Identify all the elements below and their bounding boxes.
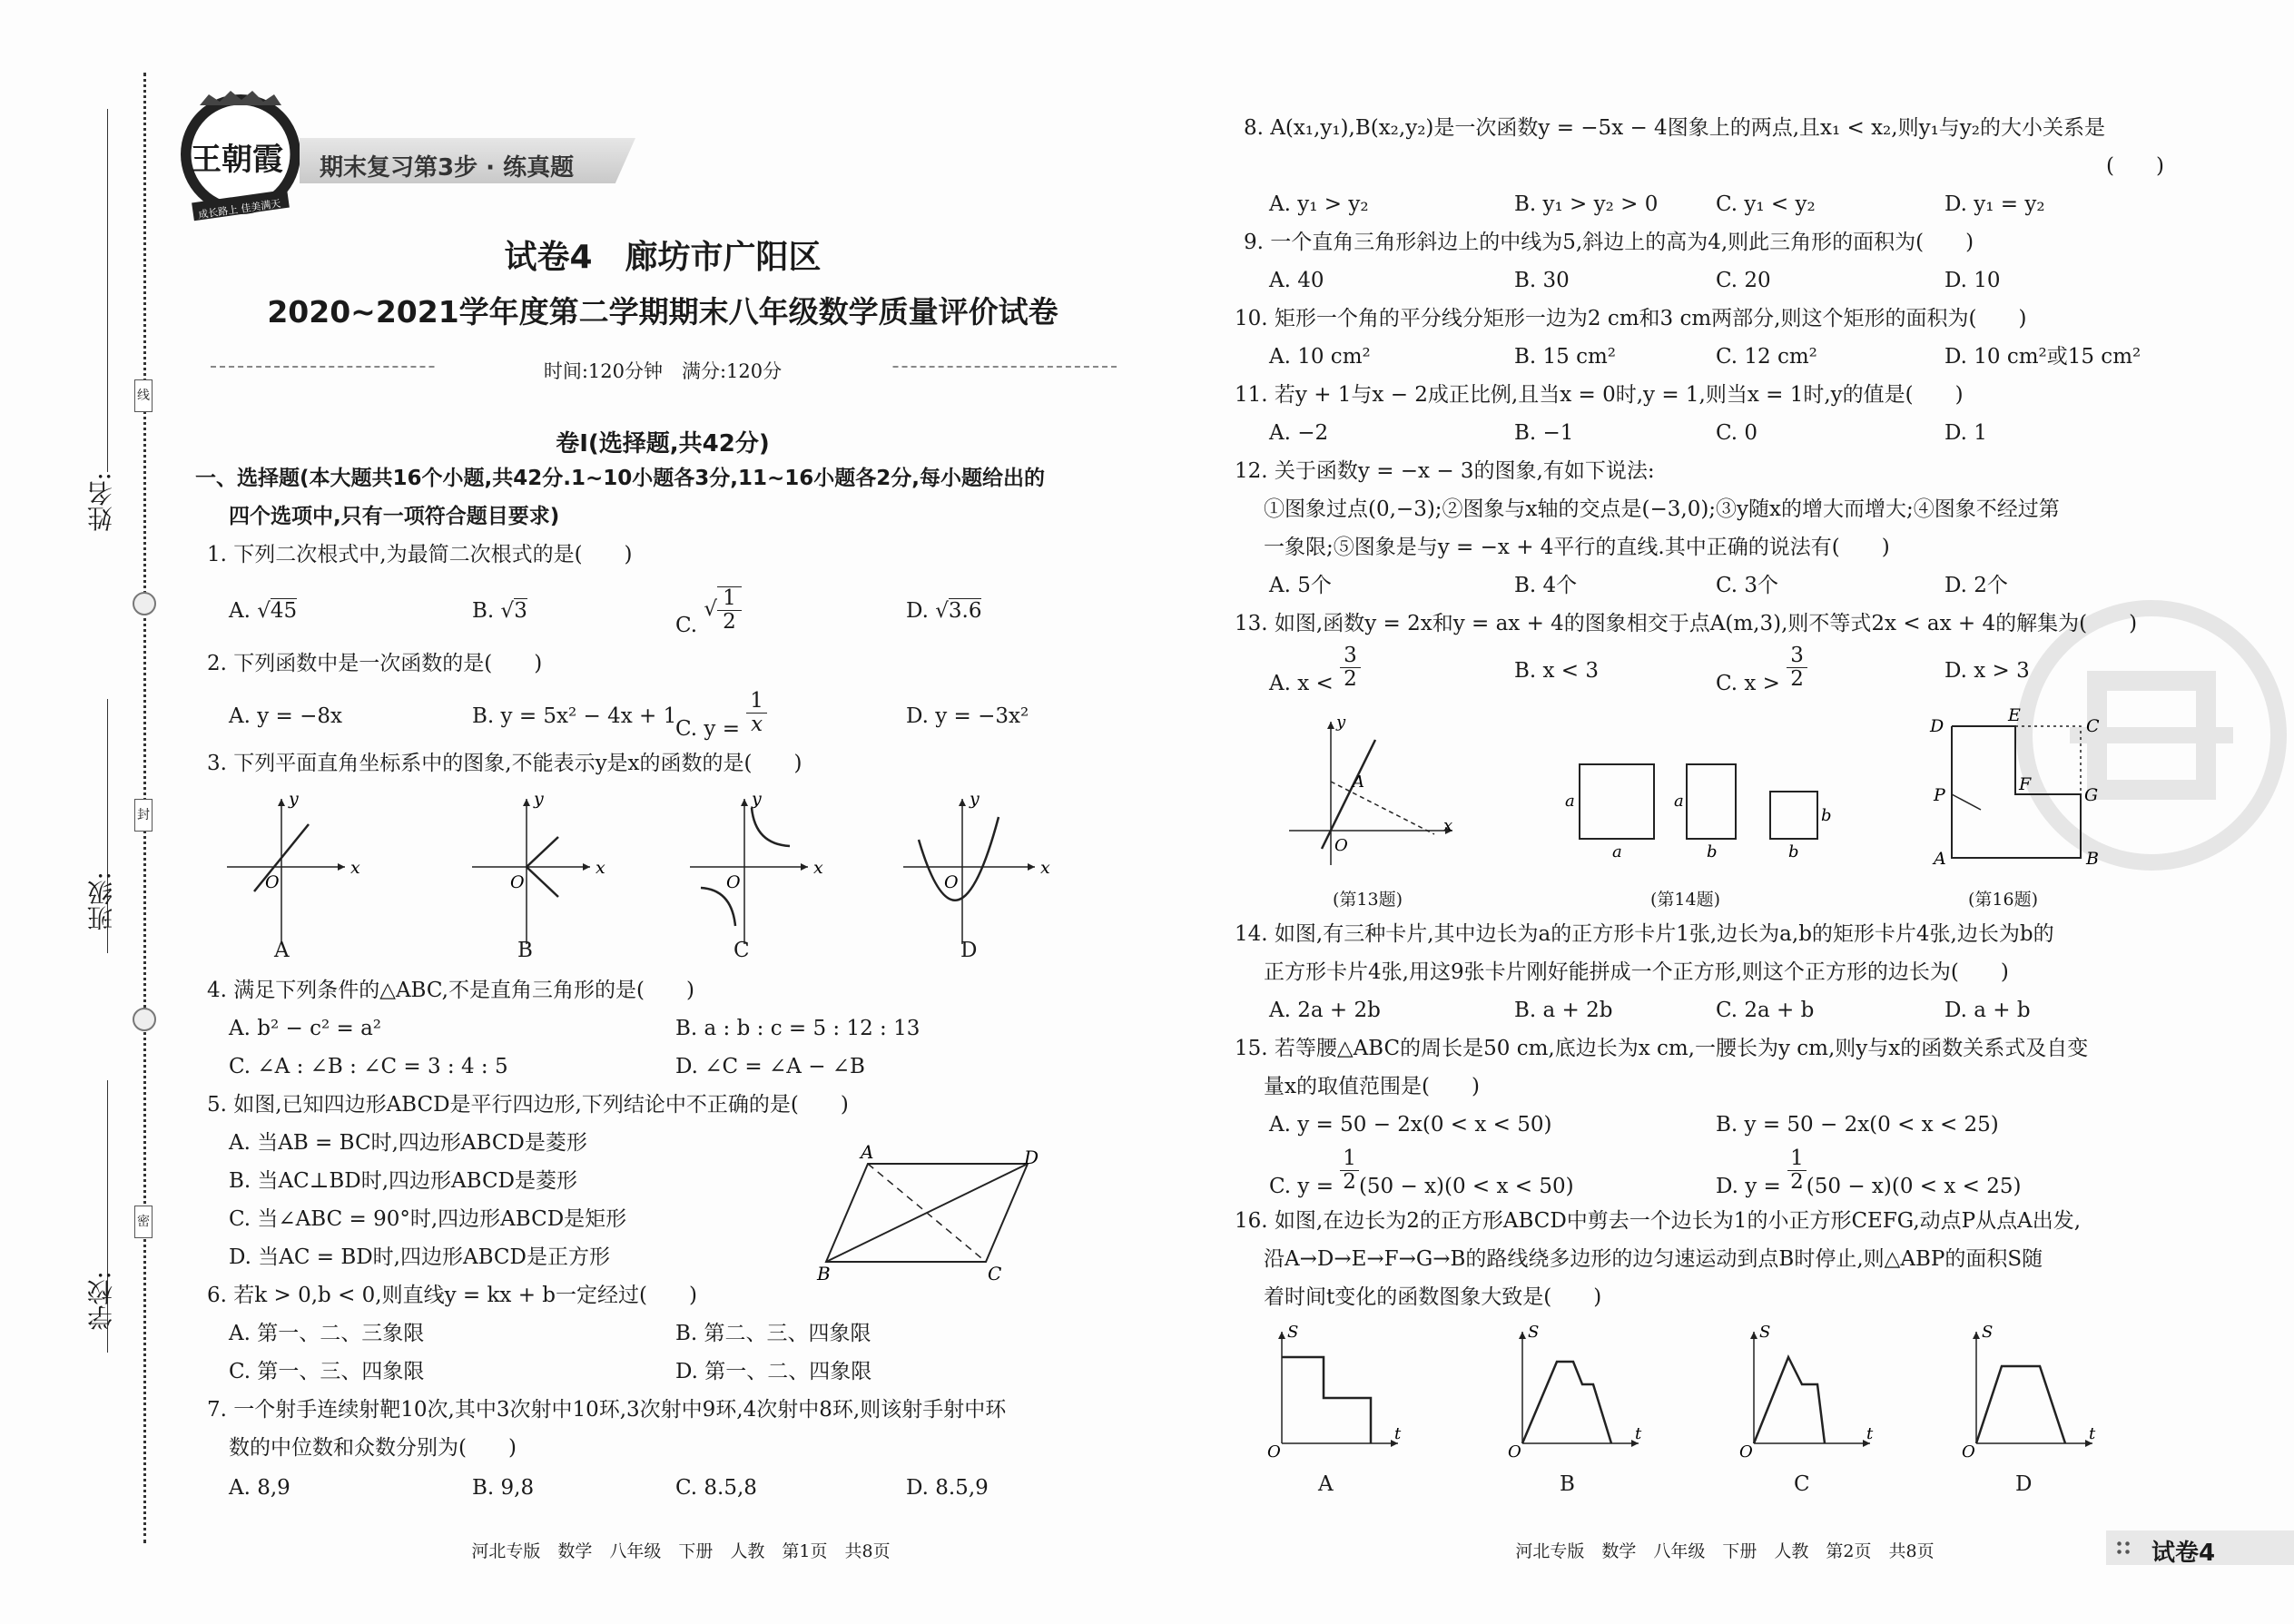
- q16-label-a[interactable]: A: [1318, 1472, 1334, 1496]
- q13-a-label: A. x <: [1269, 671, 1334, 695]
- q1-option-c[interactable]: C. √ $\frac{1}{2}$: [675, 586, 742, 634]
- q3c-y: y: [752, 789, 762, 809]
- q12-option-a[interactable]: A. 5个: [1269, 574, 1332, 597]
- q15-c-label: C. y =: [1269, 1174, 1334, 1198]
- q15-c-num: 1: [1340, 1147, 1359, 1171]
- q12-line-3: 一象限;⑤图象是与y = −x + 4平行的直线.其中正确的说法有( ): [1264, 536, 1890, 559]
- logo-text: 王朝霞: [191, 142, 283, 178]
- q9-option-b[interactable]: B. 30: [1514, 269, 1570, 292]
- q15-option-d[interactable]: [1716, 1147, 2022, 1198]
- seal-feng: 封: [134, 799, 153, 832]
- q5-option-d[interactable]: D. 当AC = BD时,四边形ABCD是正方形: [229, 1245, 610, 1269]
- q16b-o: O: [1508, 1442, 1521, 1462]
- q1-a-label: A.: [229, 599, 251, 623]
- q12-stem: 12. 关于函数y = −x − 3的图象,有如下说法:: [1235, 459, 1655, 483]
- footer-left: 河北专版 数学 八年级 下册 人教 第1页 共8页: [471, 1541, 891, 1561]
- q15-option-b[interactable]: B. y = 50 − 2x(0 < x < 25): [1716, 1113, 1999, 1137]
- q16-lbl-a: A: [1934, 849, 1946, 869]
- q14-figure: [1552, 753, 1843, 862]
- q16-lbl-b: B: [2086, 849, 2099, 869]
- page-title: 试卷4 廊坊市广阳区: [504, 239, 822, 276]
- q2-option-c[interactable]: [675, 689, 767, 741]
- q16-lbl-d: D: [1930, 716, 1944, 736]
- q14-b1: b: [1707, 842, 1718, 861]
- q5-lbl-a: A: [861, 1141, 874, 1163]
- q10-option-b[interactable]: B. 15 cm²: [1514, 345, 1617, 369]
- q16-label-c[interactable]: C: [1794, 1472, 1810, 1496]
- caption-q13: (第13题): [1333, 890, 1403, 910]
- q13-x: x: [1443, 816, 1453, 835]
- caption-q14: (第14题): [1650, 890, 1721, 910]
- q12-option-c[interactable]: C. 3个: [1716, 574, 1779, 597]
- q6-option-b[interactable]: B. 第二、三、四象限: [675, 1322, 871, 1345]
- q16-graph-options: [1262, 1321, 2096, 1475]
- q14-a2: a: [1612, 842, 1622, 861]
- q15-d-den: 2: [1790, 1170, 1804, 1194]
- q16a-s: S: [1287, 1323, 1299, 1342]
- q1-c-den: 2: [723, 610, 736, 634]
- q14-b3: b: [1788, 842, 1799, 861]
- q2-c-label: C. y =: [675, 716, 740, 741]
- q6-option-c[interactable]: C. 第一、三、四象限: [229, 1360, 425, 1383]
- q2-c-den: x: [751, 713, 763, 736]
- q16-graph-d[interactable]: [1962, 1323, 2096, 1462]
- q1-option-d[interactable]: D. √3.6: [906, 599, 982, 623]
- seal-mi: 密: [134, 1206, 153, 1238]
- q8-option-b[interactable]: B. y₁ > y₂ > 0: [1514, 192, 1659, 216]
- q13-stem: 13. 如图,函数y = 2x和y = ax + 4的图象相交于点A(m,3),则不等式2x < ax + 4的解集为( ): [1235, 612, 2138, 635]
- q8-option-a[interactable]: A. y₁ > y₂: [1269, 192, 1369, 216]
- q7-option-d[interactable]: D. 8.5,9: [906, 1476, 989, 1500]
- q16-lbl-f: F: [2019, 774, 2032, 794]
- time-info: 时间:120分钟 满分:120分: [436, 357, 890, 384]
- q4-option-c[interactable]: C. ∠A : ∠B : ∠C = 3 : 4 : 5: [229, 1055, 508, 1078]
- q3-graph-a[interactable]: [227, 789, 360, 944]
- footer-dots-icon: [2115, 1540, 2132, 1556]
- q12-option-d[interactable]: D. 2个: [1944, 574, 2008, 597]
- q3b-o: O: [510, 872, 525, 892]
- q13-option-b[interactable]: B. x < 3: [1514, 659, 1600, 683]
- q4-option-b[interactable]: B. a : b : c = 5 : 12 : 13: [675, 1017, 921, 1040]
- q13-c-label: C. x >: [1716, 671, 1780, 695]
- series-label: 期末复习第3步 · 练真题: [320, 154, 575, 182]
- q8-paren: ( ): [2106, 154, 2164, 178]
- footer-right: 河北专版 数学 八年级 下册 人教 第2页 共8页: [1515, 1541, 1935, 1561]
- q2-option-b[interactable]: B. y = 5x² − 4x + 1: [472, 704, 677, 728]
- q16-graph-c[interactable]: [1739, 1323, 1874, 1462]
- q16-stem-3: 着时间t变化的函数图象大致是( ): [1264, 1285, 1602, 1309]
- q3-label-a[interactable]: A: [274, 939, 290, 962]
- q3-graph-c[interactable]: [690, 789, 823, 944]
- q13-c-num: 3: [1787, 645, 1807, 668]
- q1-option-a[interactable]: A. √45: [229, 599, 298, 623]
- q14-option-a[interactable]: A. 2a + 2b: [1269, 999, 1381, 1022]
- q3-graph-b[interactable]: [472, 789, 605, 944]
- q3-stem: 3. 下列平面直角坐标系中的图象,不能表示y是x的函数的是( ): [207, 752, 802, 775]
- q3-label-c[interactable]: C: [733, 939, 750, 962]
- q13-c-den: 2: [1790, 667, 1804, 691]
- q3d-x: x: [1040, 858, 1050, 878]
- logo-subtext: 成长路上 佳美满天: [197, 197, 282, 221]
- q10-option-d[interactable]: D. 10 cm²或15 cm²: [1944, 345, 2141, 369]
- q15-stem-1: 15. 若等腰△ABC的周长是50 cm,底边长为x cm,一腰长为y cm,则y与x的函数关系式及自变: [1235, 1037, 2089, 1060]
- q15-stem-2: 量x的取值范围是( ): [1264, 1075, 1480, 1098]
- q3a-y: y: [289, 789, 299, 809]
- q1-a-value: 45: [270, 599, 298, 623]
- q16d-o: O: [1962, 1442, 1975, 1462]
- school-label: 学校:: [86, 1271, 116, 1331]
- q13-a-den: 2: [1344, 667, 1357, 691]
- page-subtitle: 2020~2021学年度第二学期期末八年级数学质量评价试卷: [267, 294, 1058, 330]
- q2-stem: 2. 下列函数中是一次函数的是( ): [207, 652, 543, 675]
- q5-lbl-d: D: [1024, 1147, 1039, 1168]
- q1-d-label: D.: [906, 599, 929, 623]
- q3a-x: x: [350, 858, 360, 878]
- q11-option-b[interactable]: B. −1: [1514, 421, 1574, 445]
- q1-b-label: B.: [472, 599, 495, 623]
- q14-a1: a: [1565, 792, 1575, 811]
- q5-parallelogram-figure: [817, 1141, 1053, 1284]
- q16c-s: S: [1759, 1323, 1771, 1342]
- q13-option-d[interactable]: D. x > 3: [1944, 659, 2030, 683]
- q3-label-d[interactable]: D: [960, 939, 978, 962]
- q9-option-a[interactable]: A. 40: [1269, 269, 1324, 292]
- q16-stem-1: 16. 如图,在边长为2的正方形ABCD中剪去一个边长为1的小正方形CEFG,动点P从点A出发,: [1235, 1209, 2082, 1233]
- punch-hole-icon: [133, 1008, 156, 1031]
- footer-tag: 试卷4: [2151, 1540, 2216, 1567]
- instructions-line-2: 四个选项中,只有一项符合题目要求): [229, 505, 560, 528]
- q14-a3: a: [1674, 792, 1684, 811]
- q15-option-a[interactable]: A. y = 50 − 2x(0 < x < 50): [1269, 1113, 1552, 1137]
- q11-option-c[interactable]: C. 0: [1716, 421, 1758, 445]
- q13-figure: [1280, 713, 1462, 867]
- q4-option-d[interactable]: D. ∠C = ∠A − ∠B: [675, 1055, 865, 1078]
- q7-option-a[interactable]: A. 8,9: [229, 1476, 290, 1500]
- q7-option-b[interactable]: B. 9,8: [472, 1476, 535, 1500]
- q16-lbl-e: E: [2008, 705, 2021, 725]
- q12-line-2: ①图象过点(0,−3);②图象与x轴的交点是(−3,0);③y随x的增大而增大;④图象不经过第: [1264, 497, 2060, 521]
- q14-stem-1: 14. 如图,有三种卡片,其中边长为a的正方形卡片1张,边长为a,b的矩形卡片4张,边长为b的: [1235, 922, 2054, 946]
- q16-lbl-c: C: [2086, 716, 2100, 736]
- q3b-y: y: [534, 789, 544, 809]
- q16-label-b[interactable]: B: [1560, 1472, 1575, 1496]
- q15-d-tail: (50 − x)(0 < x < 25): [1806, 1174, 2022, 1198]
- q1-stem: 1. 下列二次根式中,为最简二次根式的是( ): [207, 543, 633, 566]
- q16a-o: O: [1267, 1442, 1281, 1462]
- seal-xian: 线: [134, 379, 153, 412]
- q14-b2: b: [1821, 806, 1832, 825]
- q14-stem-2: 正方形卡片4张,用这9张卡片刚好能拼成一个正方形,则这个正方形的边长为( ): [1264, 960, 2009, 984]
- q1-c-label: C.: [675, 614, 698, 637]
- q1-d-value: 3.6: [948, 599, 982, 623]
- q8-option-c[interactable]: C. y₁ < y₂: [1716, 192, 1816, 216]
- q15-c-tail: (50 − x)(0 < x < 50): [1358, 1174, 1574, 1198]
- q11-stem: 11. 若y + 1与x − 2成正比例,且当x = 0时,y = 1,则当x = 1时,y的值是( ): [1235, 383, 1964, 407]
- q3-graph-d[interactable]: [903, 789, 1050, 944]
- name-label: 姓名:: [86, 472, 116, 532]
- q16-square-figure: [1925, 705, 2106, 871]
- q5-lbl-b: B: [817, 1263, 831, 1284]
- q16c-t: t: [1866, 1424, 1874, 1443]
- q10-option-c[interactable]: C. 12 cm²: [1716, 345, 1817, 369]
- q7-stem-2: 数的中位数和众数分别为( ): [229, 1436, 517, 1460]
- q16d-t: t: [2089, 1424, 2096, 1443]
- q8-stem: 8. A(x₁,y₁),B(x₂,y₂)是一次函数y = −5x − 4图象上的两点,且x₁ < x₂,则y₁与y₂的大小关系是: [1244, 116, 2106, 140]
- q6-option-a[interactable]: A. 第一、二、三象限: [229, 1322, 425, 1345]
- q5-stem: 5. 如图,已知四边形ABCD是平行四边形,下列结论中不正确的是( ): [207, 1093, 849, 1117]
- q5-lbl-c: C: [988, 1263, 1002, 1284]
- q2-option-a[interactable]: A. y = −8x: [229, 704, 342, 728]
- q1-c-num: 1: [717, 587, 742, 611]
- q12-option-b[interactable]: B. 4个: [1514, 574, 1578, 597]
- q15-d-num: 1: [1787, 1147, 1807, 1171]
- q1-b-value: 3: [514, 599, 527, 623]
- q16-graph-b[interactable]: [1508, 1323, 1642, 1462]
- q11-option-a[interactable]: A. −2: [1269, 421, 1329, 445]
- q16b-t: t: [1635, 1424, 1642, 1443]
- q3d-y: y: [970, 789, 980, 809]
- q5-option-b[interactable]: B. 当AC⊥BD时,四边形ABCD是菱形: [229, 1169, 577, 1193]
- q16-graph-a[interactable]: [1267, 1323, 1402, 1462]
- q14-option-c[interactable]: C. 2a + b: [1716, 999, 1815, 1022]
- q15-d-label: D. y =: [1716, 1174, 1781, 1198]
- q4-option-a[interactable]: A. b² − c² = a²: [229, 1017, 381, 1040]
- q8-option-d[interactable]: D. y₁ = y₂: [1944, 192, 2045, 216]
- q14-option-b[interactable]: B. a + 2b: [1514, 999, 1613, 1022]
- q13-y: y: [1336, 713, 1346, 732]
- q15-option-c[interactable]: [1269, 1147, 1574, 1198]
- q3a-o: O: [265, 872, 280, 892]
- q15-c-den: 2: [1343, 1170, 1356, 1194]
- q3c-o: O: [726, 872, 741, 892]
- q16-lbl-p: P: [1934, 785, 1945, 805]
- q6-stem: 6. 若k > 0,b < 0,则直线y = kx + b一定经过( ): [207, 1284, 697, 1307]
- q3-graphs: [218, 790, 1053, 971]
- q3b-x: x: [596, 858, 605, 878]
- q5-option-c[interactable]: C. 当∠ABC = 90°时,四边形ABCD是矩形: [229, 1207, 627, 1231]
- q16b-s: S: [1528, 1323, 1540, 1342]
- q3c-x: x: [813, 858, 823, 878]
- q2-option-d[interactable]: D. y = −3x²: [906, 704, 1029, 728]
- q5-option-a[interactable]: A. 当AB = BC时,四边形ABCD是菱形: [229, 1131, 587, 1155]
- q10-option-a[interactable]: A. 10 cm²: [1269, 345, 1371, 369]
- caption-q16: (第16题): [1968, 890, 2039, 910]
- q14-option-d[interactable]: D. a + b: [1944, 999, 2031, 1022]
- q13-a-num: 3: [1340, 645, 1361, 668]
- q7-stem-1: 7. 一个射手连续射靶10次,其中3次射中10环,3次射中9环,4次射中8环,则该射手射中环: [207, 1398, 1007, 1422]
- q7-option-c[interactable]: C. 8.5,8: [675, 1476, 757, 1500]
- q16a-t: t: [1394, 1424, 1402, 1443]
- q10-stem: 10. 矩形一个角的平分线分矩形一边为2 cm和3 cm两部分,则这个矩形的面积为( ): [1235, 307, 2027, 330]
- q13-option-c[interactable]: [1716, 644, 1807, 695]
- q1-option-b[interactable]: B. √3: [472, 599, 527, 623]
- q9-option-c[interactable]: C. 20: [1716, 269, 1771, 292]
- punch-hole-icon: [133, 592, 156, 615]
- q16-label-d[interactable]: D: [2015, 1472, 2033, 1496]
- instructions-line-1: 一、选择题(本大题共16个小题,共42分.1~10小题各3分,11~16小题各2分,每小题给出的: [195, 467, 1046, 490]
- name-underline: [107, 109, 108, 472]
- q13-a: A: [1353, 773, 1364, 792]
- class-label: 班级:: [86, 871, 116, 931]
- q3-label-b[interactable]: B: [517, 939, 533, 962]
- q13-o: O: [1334, 836, 1348, 855]
- q16c-o: O: [1739, 1442, 1753, 1462]
- q13-option-a[interactable]: [1269, 644, 1361, 695]
- q9-stem: 9. 一个直角三角形斜边上的中线为5,斜边上的高为4,则此三角形的面积为( ): [1244, 231, 1974, 254]
- q4-stem: 4. 满足下列条件的△ABC,不是直角三角形的是( ): [207, 979, 694, 1002]
- q9-option-d[interactable]: D. 10: [1944, 269, 2001, 292]
- part-title: 卷Ⅰ(选择题,共42分): [556, 430, 770, 458]
- q16d-s: S: [1982, 1323, 1994, 1342]
- q6-option-d[interactable]: D. 第一、二、四象限: [675, 1360, 872, 1383]
- q2-c-num: 1: [746, 690, 767, 714]
- q16-lbl-g: G: [2084, 785, 2099, 805]
- q16-stem-2: 沿A→D→E→F→G→B的路线绕多边形的边匀速运动到点B时停止,则△ABP的面积S随: [1264, 1247, 2043, 1271]
- q3d-o: O: [944, 872, 959, 892]
- q11-option-d[interactable]: D. 1: [1944, 421, 1987, 445]
